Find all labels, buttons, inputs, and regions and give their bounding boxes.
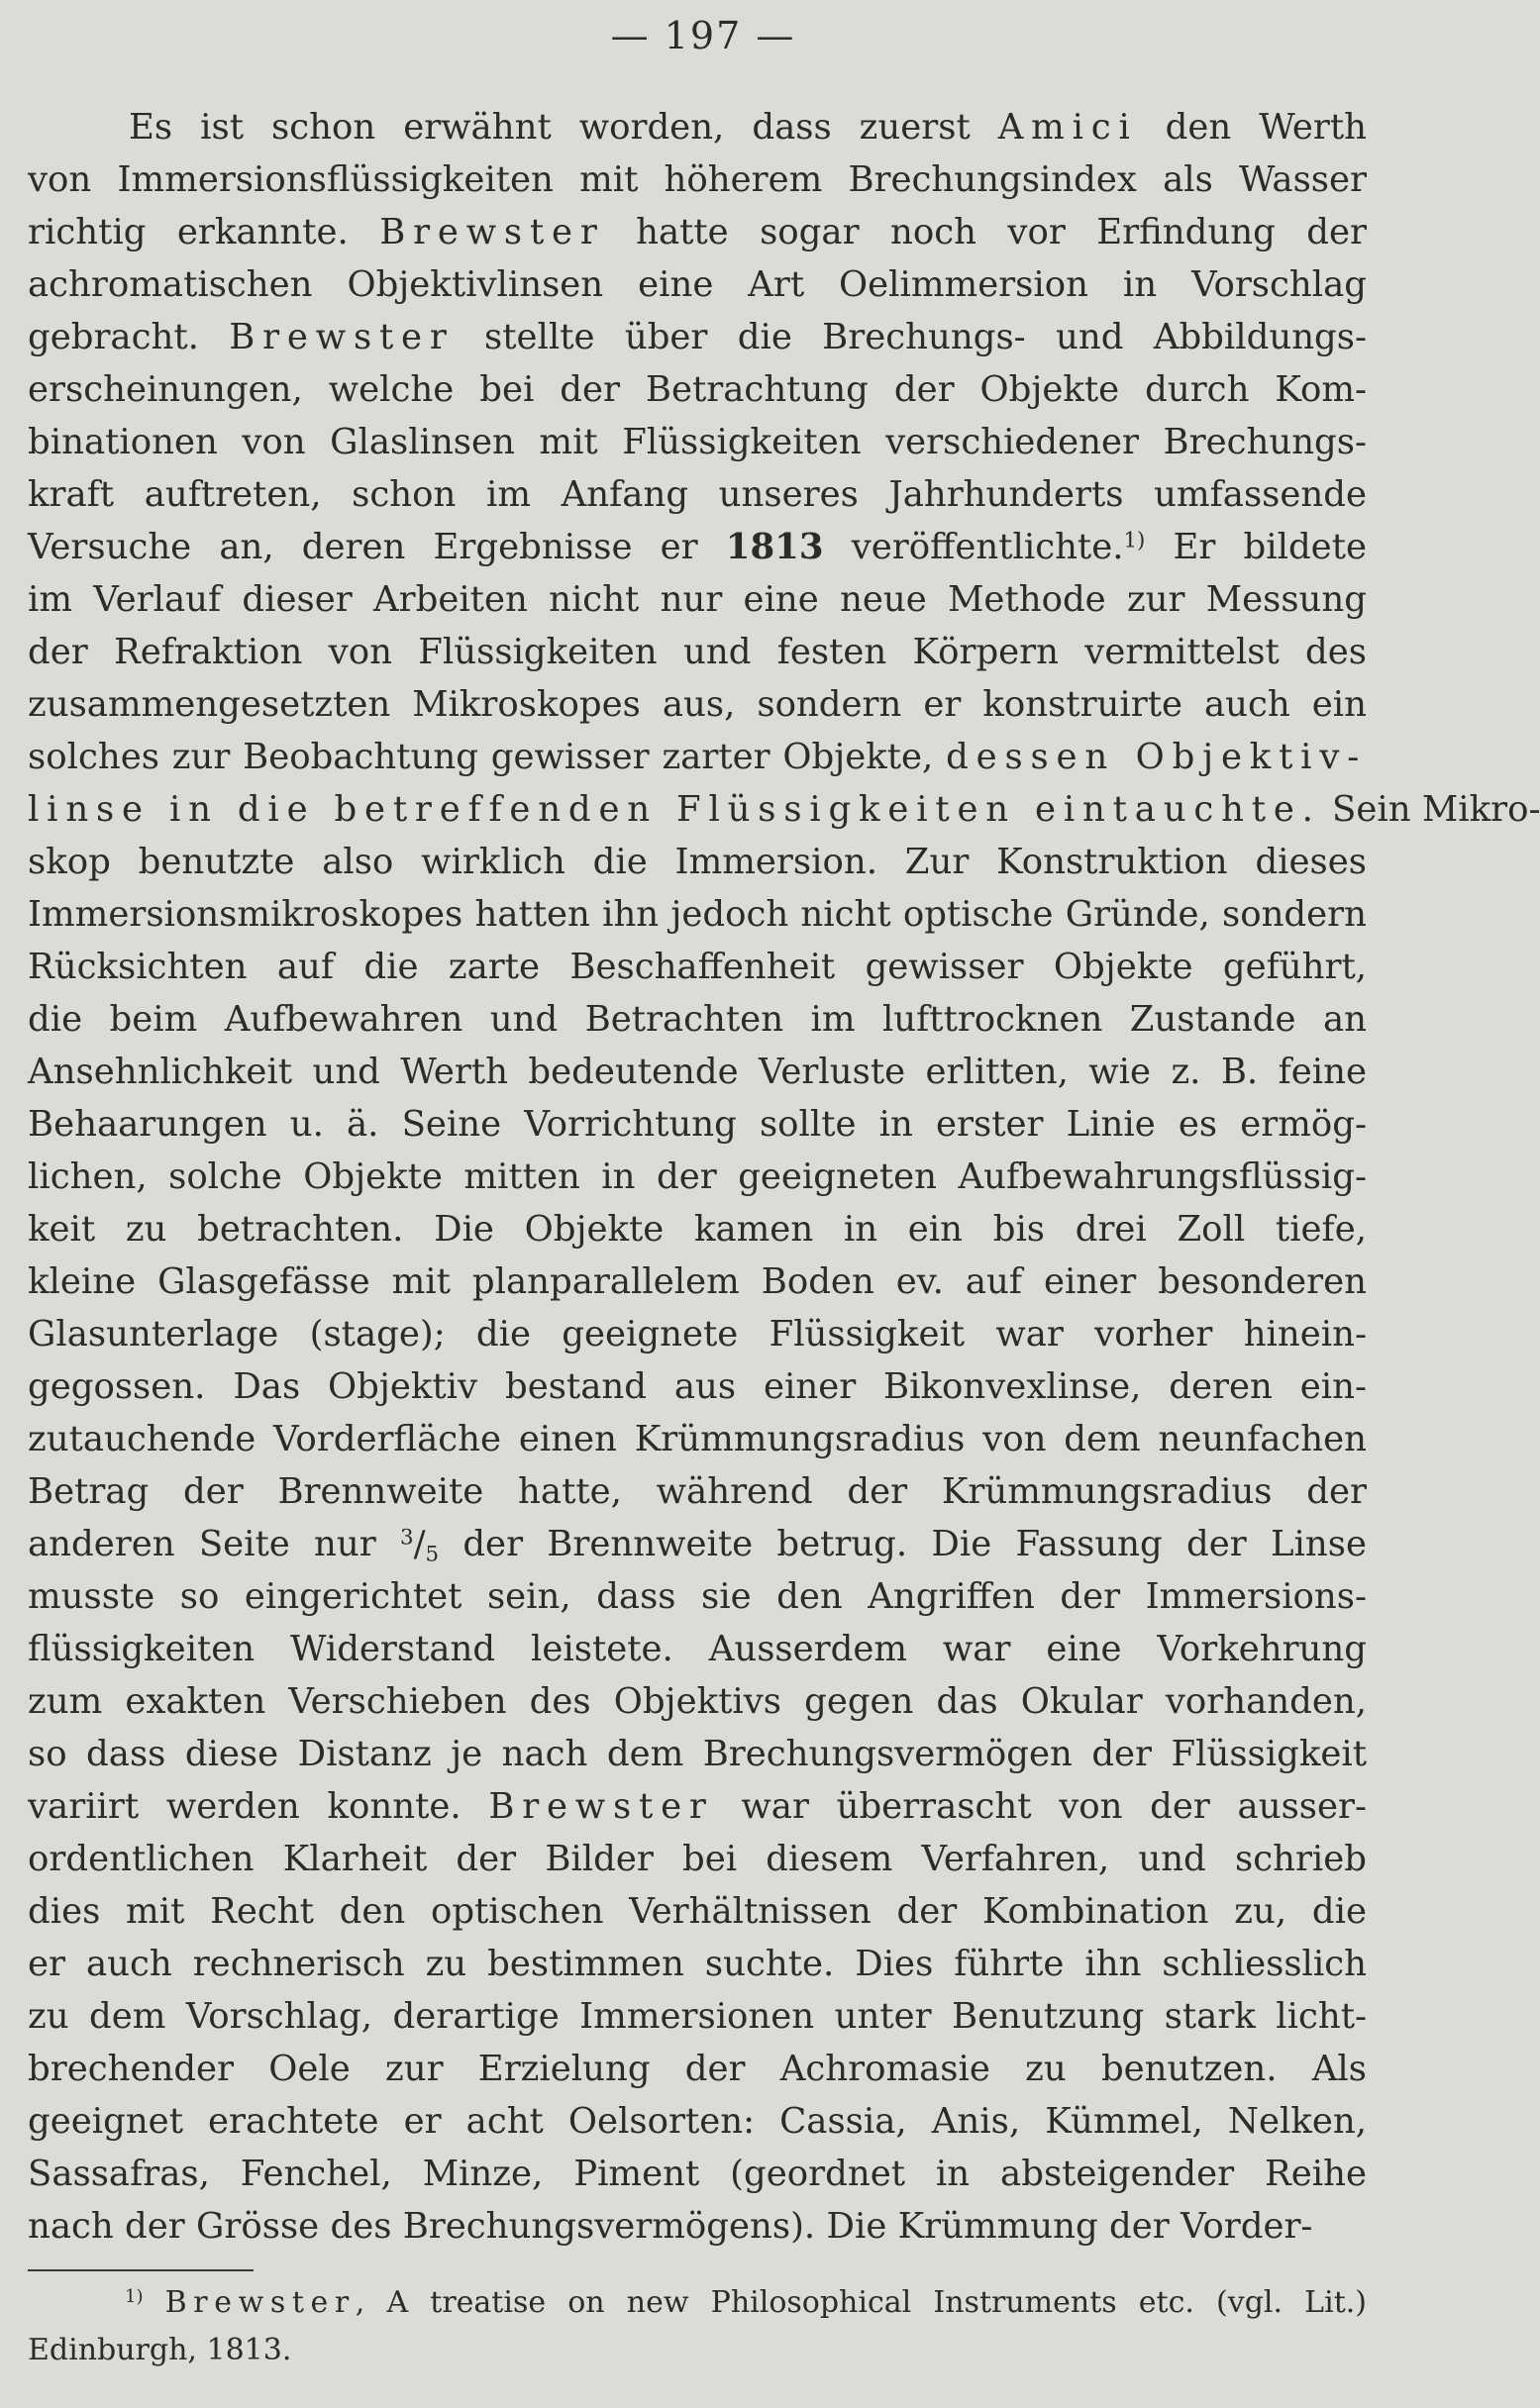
text-line xyxy=(28,1675,1367,1728)
text-run: skop benutzte also wirklich die Immersion. Zur Konstruktion dieses xyxy=(28,842,1367,882)
text-line xyxy=(28,1203,1367,1255)
text-line xyxy=(28,1623,1367,1675)
text-line xyxy=(28,258,1367,311)
text-run: Ansehnlichkeit und Werth bedeutende Verluste erlitten, wie z. B. feine xyxy=(28,1052,1367,1092)
text-run: im Verlauf dieser Arbeiten nicht nur eine neue Methode zur Messung xyxy=(28,579,1367,620)
text-run: der Brennweite betrug. Die Fassung der Linse xyxy=(439,1524,1367,1564)
text-run: variirt werden konnte. xyxy=(28,1786,489,1827)
text-run: achromatischen Objektivlinsen eine Art Oelimmersion in Vorschlag xyxy=(28,264,1367,305)
spaced-name: linse in die betreffenden Flüssigkeiten eintauchte. xyxy=(28,789,1321,830)
text-run: den Werth xyxy=(1137,107,1367,148)
spaced-name: Brewster xyxy=(379,212,605,252)
text-run: Er bildete xyxy=(1145,527,1367,567)
text-run: ordentlichen Klarheit der Bilder bei diesem Verfahren, und schrieb xyxy=(28,1839,1367,1879)
text-run: gebracht. xyxy=(28,317,230,357)
text-run: Edinburgh, 1813. xyxy=(28,2333,292,2367)
text-line xyxy=(28,1728,1367,1780)
text-line xyxy=(28,2095,1367,2148)
text-line xyxy=(28,1098,1367,1151)
text-run: stellte über die Brechungs- und Abbildungs- xyxy=(454,317,1367,357)
text-run: lichen, solche Objekte mitten in der geeigneten Aufbewahrungsflüssig- xyxy=(28,1156,1367,1197)
text-run: solches zur Beobachtung gewisser zarter Objekte, xyxy=(28,737,947,777)
footnote xyxy=(28,2279,1367,2374)
text-line xyxy=(28,101,1367,153)
text-run: zutauchende Vorderfläche einen Krümmungsradius von dem neunfachen xyxy=(28,1419,1367,1459)
text-line xyxy=(28,206,1367,258)
text-line xyxy=(28,468,1367,521)
text-line xyxy=(28,2148,1367,2200)
text-line xyxy=(28,153,1367,206)
text-run: war überrascht von der ausser- xyxy=(713,1786,1367,1827)
text-line xyxy=(28,1308,1367,1360)
text-line xyxy=(28,626,1367,678)
text-run: richtig erkannte. xyxy=(28,212,380,252)
text-line xyxy=(28,311,1367,363)
spaced-name: dessen Objektiv- xyxy=(946,737,1367,777)
text-run: anderen Seite nur xyxy=(28,1524,400,1564)
text-line xyxy=(28,2200,1367,2253)
text-run: Immersionsmikroskopes hatten ihn jedoch nicht optische Gründe, sondern xyxy=(28,894,1367,935)
text-run: Rücksichten auf die zarte Beschaffenheit gewisser Objekte geführt, xyxy=(28,947,1367,987)
subscript: 5 xyxy=(425,1542,440,1567)
text-line xyxy=(28,1885,1367,1938)
text-line xyxy=(28,363,1367,416)
text-run: , A treatise on new Philosophical Instruments etc. (vgl. Lit.) xyxy=(355,2285,1367,2320)
text-run: nach der Grösse des Brechungsvermögens). Die Krümmung der Vorder- xyxy=(28,2206,1313,2247)
superscript: 1) xyxy=(1123,528,1146,553)
text-run: brechender Oele zur Erzielung der Achromasie zu benutzen. Als xyxy=(28,2049,1367,2089)
text-line xyxy=(28,1255,1367,1308)
text-run: musste so eingerichtet sein, dass sie den Angriffen der Immersions- xyxy=(28,1576,1367,1617)
text-line xyxy=(28,836,1367,888)
text-line xyxy=(28,731,1367,783)
text-run: der Refraktion von Flüssigkeiten und festen Körpern vermittelst des xyxy=(28,632,1367,672)
text-run: von Immersionsflüssigkeiten mit höherem Brechungsindex als Wasser xyxy=(28,159,1367,200)
text-line xyxy=(28,521,1367,573)
text-line xyxy=(28,1570,1367,1623)
text-run: erscheinungen, welche bei der Betrachtung der Objekte durch Kom- xyxy=(28,369,1367,410)
spaced-name: Brewster xyxy=(488,1786,714,1827)
footnote-line xyxy=(28,2327,1367,2374)
body-text xyxy=(28,101,1540,2253)
text-line xyxy=(28,783,1540,836)
text-run: / xyxy=(413,1524,426,1564)
text-line xyxy=(28,888,1367,941)
footnote-line xyxy=(28,2279,1367,2327)
text-run: Glasunterlage (stage); die geeignete Flüssigkeit war vorher hinein- xyxy=(28,1314,1367,1354)
text-line xyxy=(28,1465,1367,1518)
text-run: Sassafras, Fenchel, Minze, Piment (geordnet in absteigender Reihe xyxy=(28,2154,1367,2194)
text-line xyxy=(28,1360,1367,1413)
text-run: Versuche an, deren Ergebnisse er xyxy=(28,527,726,567)
text-line xyxy=(28,941,1367,993)
spaced-name: Brewster xyxy=(229,317,455,357)
page-number: — 197 — xyxy=(610,14,796,57)
text-run: 1813 xyxy=(725,527,824,567)
text-line xyxy=(28,1990,1367,2043)
text-run: dies mit Recht den optischen Verhältnissen der Kombination zu, die xyxy=(28,1891,1367,1932)
text-run: zum exakten Verschieben des Objektivs gegen das Okular vorhanden, xyxy=(28,1681,1367,1722)
text-run: Behaarungen u. ä. Seine Vorrichtung sollte in erster Linie es ermög- xyxy=(28,1104,1367,1145)
text-run: Betrag der Brennweite hatte, während der Krümmungsradius der xyxy=(28,1471,1367,1512)
text-run: binationen von Glaslinsen mit Flüssigkeiten verschiedener Brechungs- xyxy=(28,422,1367,462)
text-run: geeignet erachtete er acht Oelsorten: Cassia, Anis, Kümmel, Nelken, xyxy=(28,2101,1367,2142)
text-run: zu dem Vorschlag, derartige Immersionen unter Benutzung stark licht- xyxy=(28,1996,1367,2037)
text-run: so dass diese Distanz je nach dem Brechungsvermögen der Flüssigkeit xyxy=(28,1734,1367,1774)
text-line xyxy=(28,573,1367,626)
text-line xyxy=(28,1833,1367,1885)
text-run: keit zu betrachten. Die Objekte kamen in ein bis drei Zoll tiefe, xyxy=(28,1209,1367,1250)
text-run: kraft auftreten, schon im Anfang unseres Jahrhunderts umfassende xyxy=(28,474,1367,515)
text-run: Sein Mikro- xyxy=(1320,789,1540,830)
text-line xyxy=(28,678,1367,731)
text-run: veröffentlichte. xyxy=(823,527,1124,567)
text-run: er auch rechnerisch zu bestimmen suchte. Dies führte ihn schliesslich xyxy=(28,1944,1367,1984)
text-run: flüssigkeiten Widerstand leistete. Ausserdem war eine Vorkehrung xyxy=(28,1629,1367,1669)
text-line xyxy=(28,1780,1367,1833)
text-run: zusammengesetzten Mikroskopes aus, sondern er konstruirte auch ein xyxy=(28,684,1367,725)
spaced-name: Brewster xyxy=(164,2285,356,2320)
text-run: die beim Aufbewahren und Betrachten im lufttrocknen Zustande an xyxy=(28,999,1367,1040)
text-line xyxy=(28,1151,1367,1203)
text-line xyxy=(28,416,1367,468)
text-run: gegossen. Das Objektiv bestand aus einer Bikonvexlinse, deren ein- xyxy=(28,1366,1367,1407)
footnote-separator xyxy=(28,2269,254,2271)
text-run: hatte sogar noch vor Erfindung der xyxy=(604,212,1367,252)
spaced-name: Amici xyxy=(997,107,1138,148)
superscript: 1) xyxy=(125,2286,144,2308)
text-line xyxy=(28,2043,1367,2095)
text-run: Es ist schon erwähnt worden, dass zuerst xyxy=(129,107,998,148)
text-line xyxy=(28,1518,1367,1570)
text-line xyxy=(28,993,1367,1046)
text-line xyxy=(28,1938,1367,1990)
text-run: kleine Glasgefässe mit planparallelem Boden ev. auf einer besonderen xyxy=(28,1261,1367,1302)
text-line xyxy=(28,1413,1367,1465)
superscript: 3 xyxy=(400,1525,414,1551)
text-run xyxy=(143,2285,164,2320)
text-line xyxy=(28,1046,1367,1098)
